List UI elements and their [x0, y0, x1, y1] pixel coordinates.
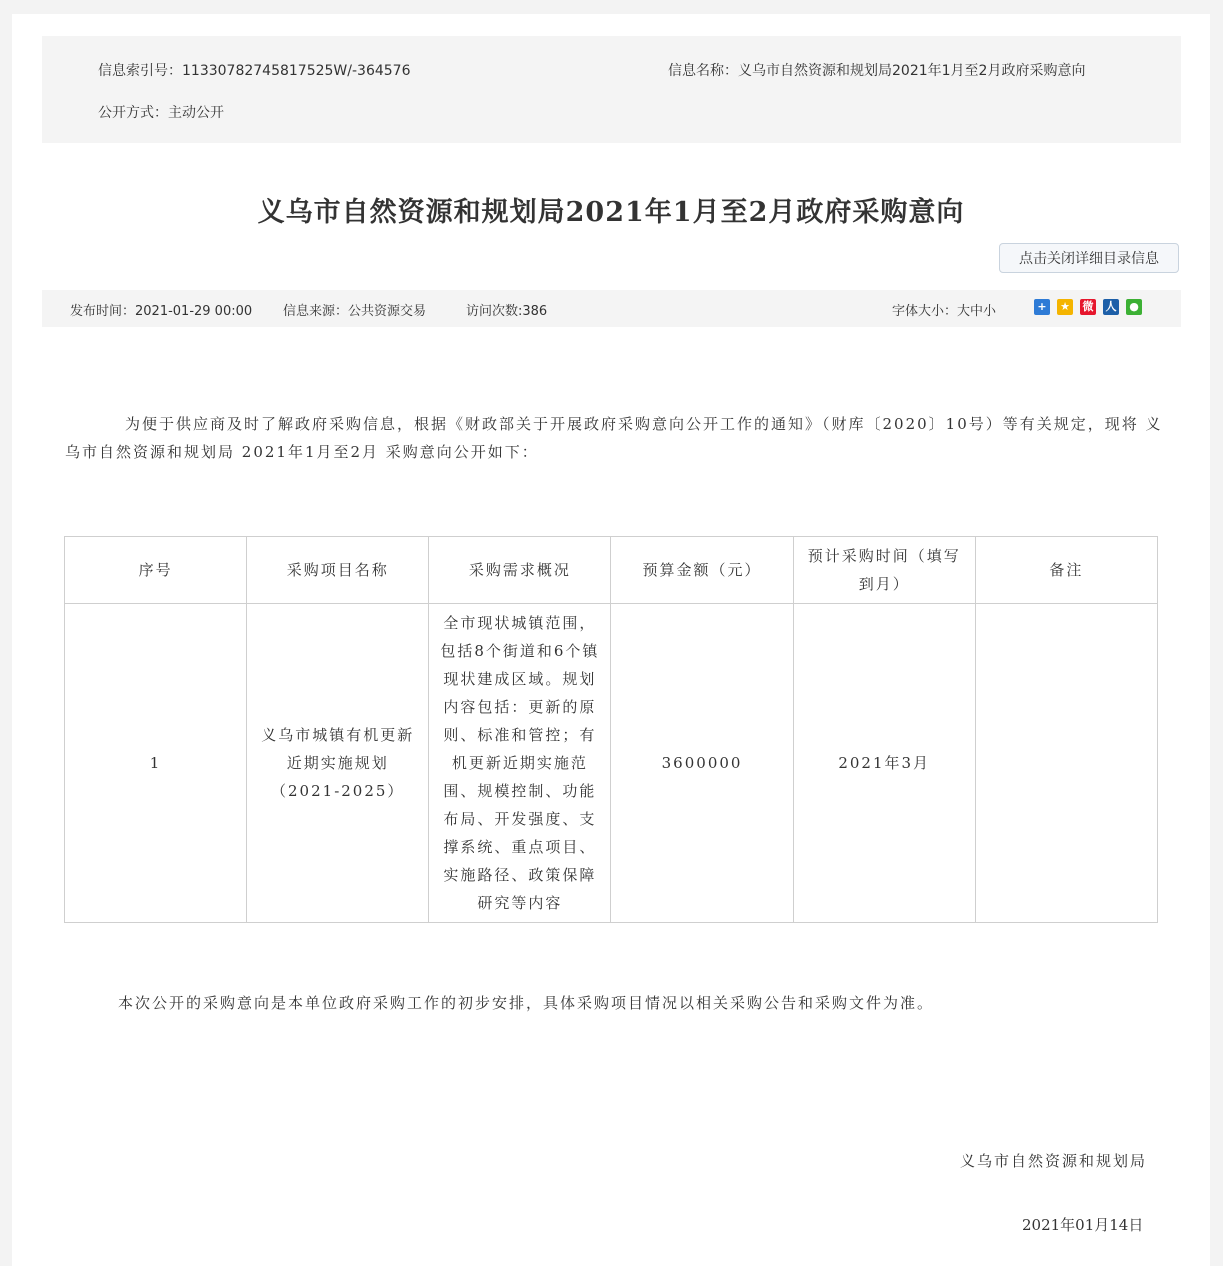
- weibo-icon[interactable]: 微: [1080, 299, 1096, 315]
- table-row: [65, 604, 1158, 923]
- signature: 义乌市自然资源和规划局: [960, 1152, 1148, 1170]
- page-title: 义乌市自然资源和规划局2021年1月至2月政府采购意向: [257, 197, 965, 228]
- cell-budget: 3600000: [611, 604, 793, 923]
- publish-time: 发布时间：2021-01-29 00:00: [70, 304, 253, 319]
- renren-icon[interactable]: 人: [1103, 299, 1119, 315]
- cell-no: 1: [65, 604, 247, 923]
- close-details-button[interactable]: 点击关闭详细目录信息: [999, 243, 1179, 273]
- header-time: 预计采购时间（填写到月）: [793, 537, 975, 604]
- header-summary: 采购需求概况: [429, 537, 611, 604]
- table-header-row: [65, 537, 1158, 604]
- cell-project-name: 义乌市城镇有机更新近期实施规划（2021-2025）: [247, 604, 429, 923]
- info-meta-box: [42, 36, 1181, 143]
- info-source: 信息来源：公共资源交易: [283, 304, 427, 319]
- cell-summary: 全市现状城镇范围，包括8个街道和6个镇现状建成区域。规划内容包括：更新的原则、标准和管控；有机更新近期实施范围、规模控制、功能布局、开发强度、支撑系统、重点项目、实施路径、政策保障研究等内容: [429, 604, 611, 923]
- procurement-table: [64, 536, 1158, 923]
- cell-remark: [975, 604, 1157, 923]
- document-date: 2021年01月14日: [1022, 1216, 1144, 1234]
- intro-paragraph: [65, 410, 1165, 466]
- visit-count: 访问次数:386: [466, 304, 548, 319]
- closing-paragraph: 本次公开的采购意向是本单位政府采购工作的初步安排，具体采购项目情况以相关采购公告和采购文件为准。: [118, 994, 935, 1012]
- info-name: 信息名称：义乌市自然资源和规划局2021年1月至2月政府采购意向: [668, 63, 1086, 79]
- wechat-icon[interactable]: ●: [1126, 299, 1142, 315]
- plus-share-icon[interactable]: +: [1034, 299, 1050, 315]
- header-budget: 预算金额（元）: [611, 537, 793, 604]
- intro-text: 为便于供应商及时了解政府采购信息，根据《财政部关于开展政府采购意向公开工作的通知》（财库〔2020〕10号）等有关规定，现将 义乌市自然资源和规划局 2021年1月至2月 采购意向公开如下：: [65, 415, 1163, 461]
- cell-time: 2021年3月: [793, 604, 975, 923]
- header-project-name: 采购项目名称: [247, 537, 429, 604]
- disclosure-method: 公开方式：主动公开: [98, 105, 224, 121]
- qzone-icon[interactable]: ★: [1057, 299, 1073, 315]
- index-number: 信息索引号：11330782745817525W/-364576: [98, 63, 411, 79]
- page: [12, 14, 1210, 1266]
- article-info-bar: [42, 290, 1181, 327]
- header-no: 序号: [65, 537, 247, 604]
- header-remark: 备注: [975, 537, 1157, 604]
- font-size-control[interactable]: 字体大小：大中小: [892, 304, 997, 319]
